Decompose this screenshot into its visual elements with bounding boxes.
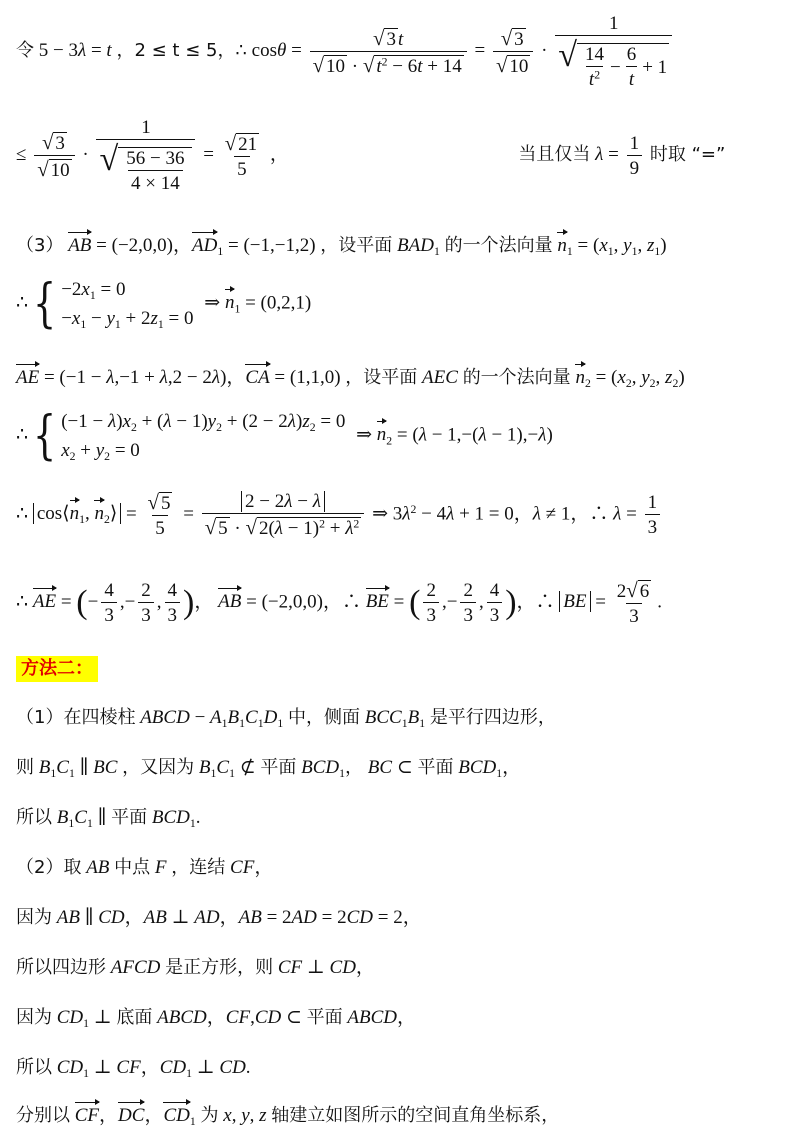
text: 分别以: [16, 1105, 70, 1126]
fraction: $\frac{1}{3}$: [645, 493, 661, 537]
eq-line-1: 令 5 − 3λ = t ，2 ≤ t ≤ 5，∴ cosθ = $\frac{√ 3 t}{√ 10 \cdot √ t^2 - 6t + 14}$ = $\frac{√ 3}{√ 10}$ · 1 √ $\frac{14}{t^2}$ − $\frac{6}{t}$ + 1: [16, 14, 790, 89]
text: 平面: [260, 757, 297, 778]
method-badge: 方法二：: [16, 656, 98, 682]
text: 平面: [111, 807, 148, 828]
method-two-heading: [16, 656, 790, 682]
fraction: $\frac{2 - 2\lambda - \lambda}{√ 5 \cdot √ 2(\lambda - 1)^2 + \lambda^2}$: [202, 492, 365, 538]
text: ，: [345, 757, 364, 778]
text: 所以: [16, 807, 52, 828]
text-label-3: （3）: [16, 235, 64, 256]
text-plane: ，设平面: [320, 235, 393, 256]
proof-line-8: 所以 $CD_1$ ⊥ CF，$CD_1$ ⊥ CD.: [16, 1057, 251, 1081]
fraction: 1 √ $\frac{14}{t^2}$ − $\frac{6}{t}$ + 1: [555, 14, 672, 89]
text: ，又因为: [122, 757, 195, 778]
eq-line-5: AE = (−1 − λ,−1 + λ,2 − 2λ)，CA = (1,1,0) ，设平面 AEC 的一个法向量 $n_2 = (x_2$, $y_2$, $z_2$): [16, 362, 790, 387]
text-range: ，2 ≤ t ≤ 5，∴: [116, 40, 247, 62]
proof-line-5: 因为 AB ∥ CD，AB ⊥ AD，AB = 2AD = 2CD = 2，: [16, 907, 422, 928]
fraction: $\frac{√ 3}{√ 10}$: [34, 132, 74, 180]
proof-line-4: （2）取 AB 中点 F ，连结 CF，: [16, 857, 274, 878]
text: 因为: [16, 907, 52, 928]
text-normal: 的一个法向量: [462, 367, 571, 388]
text: （1）在四棱柱: [16, 707, 136, 728]
text: （2）取: [16, 857, 82, 878]
text: 是平行四边形，: [429, 707, 556, 728]
text: 因为: [16, 1007, 52, 1028]
text: 为: [200, 1105, 219, 1126]
eq-line-7: ∴ $\cos⟨n_1$, $n_2⟩$ = $\frac{√ 5}{5}$ = $\frac{2 - 2\lambda - \lambda}{√ 5 \cdot √ 2(\lambda - 1)^2 + \lambda^2}$ ⇒ $3\lambda^2 - 4\lambda + 1 = 0$，λ ≠ 1，∴ λ = $\frac{1}{3}$: [16, 492, 790, 538]
text: 平面: [417, 757, 454, 778]
text: 则: [16, 757, 34, 778]
fraction: $\frac{√ 3 t}{√ 10 \cdot √ t^2 - 6t + 14}$: [310, 28, 467, 76]
fraction: $\frac{1}{9}$: [627, 134, 643, 178]
text: 平面: [306, 1007, 343, 1028]
fraction: $\frac{√ 3}{√ 10}$: [493, 28, 533, 76]
proof-line-2: 则 $B_1C_1$ ∥ BC ，又因为 $B_1C_1$ ⊄ 平面 $BCD_1$， BC ⊂ 平面 $BCD_1$，: [16, 757, 522, 781]
text-take: 时取 “=”: [649, 144, 726, 166]
proof-line-9: 分别以 CF，DC，$CD_1$ 为 x, y, z 轴建立如图所示的空间直角坐标系，: [16, 1100, 790, 1125]
text: 中点: [114, 857, 151, 878]
text: 底面: [116, 1007, 153, 1028]
text-normal: 的一个法向量: [444, 235, 553, 256]
eq-line-8: ∴ AE = (− $\frac{4}{3}$ ,− $\frac{2}{3}$ , $\frac{4}{3}$ )， AB = (−2,0,0)，∴ BE = ( $\frac{2}{3}$ ,− $\frac{2}{3}$ , $\frac{4}{3}$ )，∴ BE = $\frac{2√ 6}{3}$ .: [16, 578, 662, 627]
eq-line-2: ≤ $\frac{√ 3}{√ 10}$ · 1 √ $\frac{56 - 36}{4 \times 14}$ = $\frac{√ 21}{5}$ ， 当且仅当 λ = $\frac{1}{9}$ 时取 “=”: [16, 117, 726, 195]
text: 所以: [16, 1057, 52, 1078]
fraction: $\frac{√ 5}{5}$: [147, 490, 171, 539]
proof-line-6: 所以四边形 AFCD 是正方形，则 CF ⊥ CD，: [16, 957, 375, 978]
eq-line-4: ∴{ $-2x_1 = 0$ $-x_1 - y_1 + 2z_1 = 0$ ⇒ $n_1 = (0,2,1)$: [16, 274, 312, 334]
text: 轴建立如图所示的空间直角坐标系，: [271, 1105, 560, 1126]
text-let: 令: [16, 40, 34, 62]
text: ，连结: [171, 857, 226, 878]
text: 是正方形，则: [165, 957, 274, 978]
text: 所以四边形: [16, 957, 106, 978]
fraction: 1 √ $\frac{56 - 36}{4 \times 14}$: [96, 118, 195, 193]
text-plane: ，设平面: [345, 367, 418, 388]
text: 中，侧面: [287, 707, 360, 728]
eq-line-3: （3） AB = (−2,0,0)，$AD_1 = (-1,-1,2)$ ，设平面 $BAD_1$ 的一个法向量 $n_1 = (x_1$, $y_1$, $z_1$): [16, 230, 790, 255]
fraction: $\frac{√ 21}{5}$: [224, 130, 258, 180]
proof-line-3: 所以 $B_1C_1$ ∥ 平面 $BCD_1$.: [16, 807, 201, 831]
proof-line-7: 因为 $CD_1$ ⊥ 底面 ABCD，CF,CD ⊂ 平面 ABCD，: [16, 1007, 417, 1031]
text-condition: 当且仅当: [518, 144, 591, 166]
proof-line-1: （1）在四棱柱 ABCD − $A_1B_1C_1D_1$ 中，侧面 $BCC_1B_1$ 是平行四边形，: [16, 707, 556, 731]
eq-line-6: ∴{ $(-1 - \lambda)x_2 + (\lambda - 1)y_2 + (2 - 2\lambda)z_2 = 0$ $x_2 + y_2 = 0$ ⇒ $n_2 = (\lambda - 1,-(\lambda - 1),-\lambda)$: [16, 406, 553, 466]
